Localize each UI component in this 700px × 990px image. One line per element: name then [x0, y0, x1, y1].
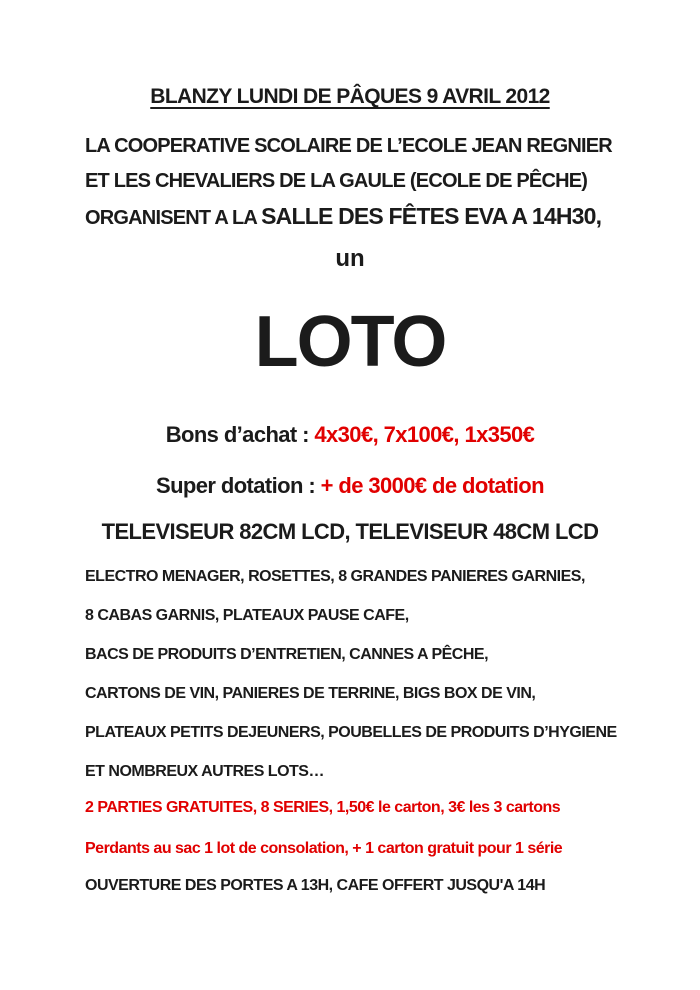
bons-dachat-line — [85, 420, 615, 450]
intro-line-3 — [85, 199, 615, 236]
flyer-title: BLANZY LUNDI DE PÂQUES 9 AVRIL 2012 — [150, 85, 550, 108]
opening-hours-line: OUVERTURE DES PORTES A 13H, CAFE OFFERT JUSQU'A 14H — [85, 877, 546, 894]
lots-list — [85, 565, 615, 784]
dotation-amount: + de 3000€ de dotation — [320, 473, 544, 498]
pricing-line: 2 PARTIES GRATUITES, 8 SERIES, 1,50€ le carton, 3€ les 3 cartons — [85, 799, 561, 816]
lot-line-5: PLATEAUX PETITS DEJEUNERS, POUBELLES DE PRODUITS D’HYGIENE — [85, 724, 617, 741]
lot-line-4: CARTONS DE VIN, PANIERES DE TERRINE, BIGS BOX DE VIN, — [85, 685, 536, 702]
article-un: un — [335, 245, 365, 272]
intro-line-1: LA COOPERATIVE SCOLAIRE DE L’ECOLE JEAN REGNIER — [85, 135, 612, 157]
venue-emphasis: SALLE DES FÊTES EVA A 14H30, — [261, 203, 602, 229]
intro-line-2: ET LES CHEVALIERS DE LA GAULE (ECOLE DE PÊCHE) — [85, 170, 588, 192]
bons-amounts: 4x30€, 7x100€, 1x350€ — [314, 422, 535, 447]
intro-line-3-prefix: ORGANISENT A LA — [85, 207, 262, 229]
super-dotation-line — [85, 471, 615, 501]
televiseur-line: TELEVISEUR 82CM LCD, TELEVISEUR 48CM LCD — [101, 519, 599, 544]
lot-line-1: ELECTRO MENAGER, ROSETTES, 8 GRANDES PANIERES GARNIES, — [85, 568, 585, 585]
lot-line-2: 8 CABAS GARNIS, PLATEAUX PAUSE CAFE, — [85, 607, 409, 624]
dotation-label: Super dotation : — [156, 473, 321, 498]
intro-paragraph — [85, 129, 615, 236]
bons-label: Bons d’achat : — [165, 422, 315, 447]
lot-line-6: ET NOMBREUX AUTRES LOTS… — [85, 763, 324, 780]
loto-title: LOTO — [254, 302, 446, 382]
lot-line-3: BACS DE PRODUITS D’ENTRETIEN, CANNES A PÊCHE, — [85, 646, 489, 663]
consolation-line: Perdants au sac 1 lot de consolation, + 1 carton gratuit pour 1 série — [85, 840, 563, 857]
